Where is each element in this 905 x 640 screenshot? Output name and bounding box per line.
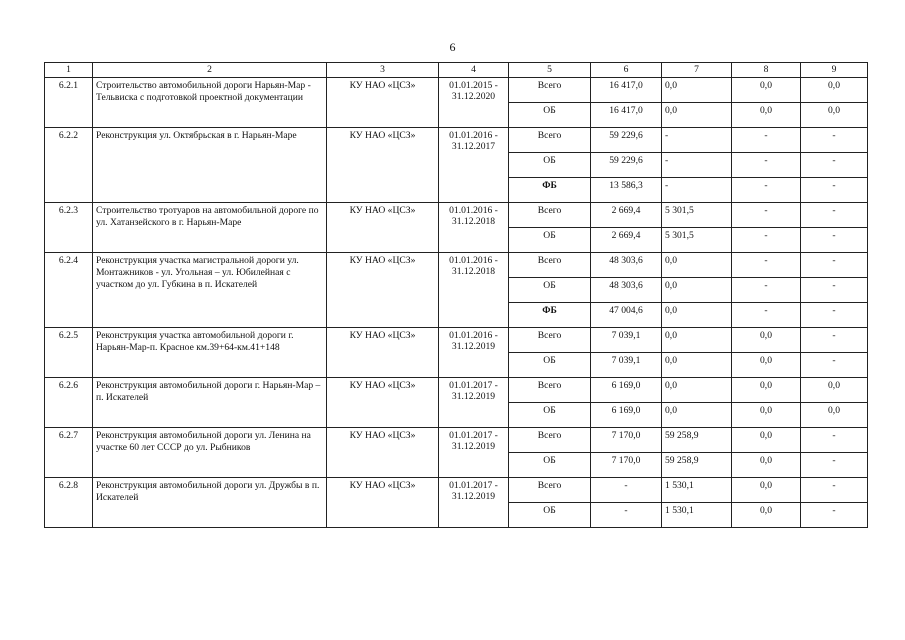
responsible-cell: КУ НАО «ЦСЗ» <box>327 203 439 253</box>
row-number-cell: 6.2.5 <box>45 328 93 378</box>
funding-source-cell: Всего <box>509 128 591 153</box>
table-row <box>45 203 868 228</box>
program-table <box>44 62 868 528</box>
value-cell-9: - <box>801 153 868 178</box>
value-cell-8: 0,0 <box>732 78 801 103</box>
value-cell-7: - <box>662 128 732 153</box>
value-cell-8: 0,0 <box>732 328 801 353</box>
value-cell-6: 2 669,4 <box>591 228 662 253</box>
value-cell-6: 48 303,6 <box>591 278 662 303</box>
value-cell-8: 0,0 <box>732 403 801 428</box>
value-cell-7: 0,0 <box>662 278 732 303</box>
table-row <box>45 128 868 153</box>
measure-name-cell: Реконструкция участка магистральной дороги ул. Монтажников - ул. Угольная – ул. Юбилейная с участком до ул. Губкина в п. Искателей <box>93 253 327 328</box>
column-header: 5 <box>509 63 591 78</box>
responsible-cell: КУ НАО «ЦСЗ» <box>327 478 439 528</box>
value-cell-7: 0,0 <box>662 353 732 378</box>
value-cell-9: - <box>801 328 868 353</box>
term-cell: 01.01.2017 - 31.12.2019 <box>439 428 509 478</box>
responsible-cell: КУ НАО «ЦСЗ» <box>327 128 439 203</box>
row-number-cell: 6.2.8 <box>45 478 93 528</box>
value-cell-6: 6 169,0 <box>591 378 662 403</box>
responsible-cell: КУ НАО «ЦСЗ» <box>327 253 439 328</box>
column-header: 3 <box>327 63 439 78</box>
column-header: 2 <box>93 63 327 78</box>
value-cell-9: - <box>801 178 868 203</box>
value-cell-8: - <box>732 278 801 303</box>
value-cell-8: 0,0 <box>732 378 801 403</box>
table-row <box>45 478 868 503</box>
table-row <box>45 378 868 403</box>
value-cell-6: 59 229,6 <box>591 153 662 178</box>
funding-source-cell: Всего <box>509 78 591 103</box>
row-number-cell: 6.2.3 <box>45 203 93 253</box>
table-row <box>45 253 868 278</box>
funding-source-cell: Всего <box>509 478 591 503</box>
measure-name-cell: Строительство тротуаров на автомобильной дороге по ул. Хатанзейского в г. Нарьян-Маре <box>93 203 327 253</box>
value-cell-9: - <box>801 478 868 503</box>
table-row <box>45 328 868 353</box>
funding-source-cell: ОБ <box>509 153 591 178</box>
term-cell: 01.01.2015 - 31.12.2020 <box>439 78 509 128</box>
value-cell-9: - <box>801 503 868 528</box>
page-number: 6 <box>449 40 456 54</box>
column-header: 4 <box>439 63 509 78</box>
column-header: 7 <box>662 63 732 78</box>
responsible-cell: КУ НАО «ЦСЗ» <box>327 428 439 478</box>
value-cell-7: 0,0 <box>662 253 732 278</box>
value-cell-7: - <box>662 178 732 203</box>
value-cell-6: 47 004,6 <box>591 303 662 328</box>
value-cell-8: - <box>732 253 801 278</box>
value-cell-7: - <box>662 153 732 178</box>
value-cell-6: 2 669,4 <box>591 203 662 228</box>
responsible-cell: КУ НАО «ЦСЗ» <box>327 328 439 378</box>
value-cell-9: - <box>801 128 868 153</box>
measure-name-cell: Реконструкция участка автомобильной дороги г. Нарьян-Мар-п. Красное км.39+64-км.41+148 <box>93 328 327 378</box>
value-cell-8: - <box>732 128 801 153</box>
value-cell-7: 1 530,1 <box>662 503 732 528</box>
table-row <box>45 428 868 453</box>
measure-name-cell: Реконструкция ул. Октябрьская в г. Нарьян-Маре <box>93 128 327 203</box>
value-cell-8: - <box>732 153 801 178</box>
value-cell-9: - <box>801 203 868 228</box>
value-cell-6: - <box>591 478 662 503</box>
value-cell-9: 0,0 <box>801 378 868 403</box>
value-cell-9: - <box>801 453 868 478</box>
funding-source-cell: Всего <box>509 203 591 228</box>
value-cell-7: 0,0 <box>662 103 732 128</box>
funding-source-cell: ОБ <box>509 353 591 378</box>
value-cell-6: 16 417,0 <box>591 78 662 103</box>
value-cell-8: - <box>732 228 801 253</box>
value-cell-7: 5 301,5 <box>662 203 732 228</box>
value-cell-7: 0,0 <box>662 78 732 103</box>
value-cell-6: 48 303,6 <box>591 253 662 278</box>
value-cell-6: - <box>591 503 662 528</box>
measure-name-cell: Реконструкция автомобильной дороги ул. Ленина на участке 60 лет СССР до ул. Рыбников <box>93 428 327 478</box>
funding-source-cell: ОБ <box>509 403 591 428</box>
row-number-cell: 6.2.4 <box>45 253 93 328</box>
term-cell: 01.01.2016 - 31.12.2019 <box>439 328 509 378</box>
table-row <box>45 78 868 103</box>
funding-source-cell: Всего <box>509 328 591 353</box>
term-cell: 01.01.2016 - 31.12.2017 <box>439 128 509 203</box>
value-cell-7: 0,0 <box>662 328 732 353</box>
value-cell-7: 1 530,1 <box>662 478 732 503</box>
value-cell-9: 0,0 <box>801 103 868 128</box>
value-cell-6: 13 586,3 <box>591 178 662 203</box>
value-cell-8: 0,0 <box>732 428 801 453</box>
value-cell-9: - <box>801 228 868 253</box>
measure-name-cell: Реконструкция автомобильной дороги г. Нарьян-Мар – п. Искателей <box>93 378 327 428</box>
responsible-cell: КУ НАО «ЦСЗ» <box>327 78 439 128</box>
value-cell-9: 0,0 <box>801 78 868 103</box>
value-cell-6: 7 039,1 <box>591 353 662 378</box>
term-cell: 01.01.2016 - 31.12.2018 <box>439 203 509 253</box>
row-number-cell: 6.2.7 <box>45 428 93 478</box>
value-cell-6: 6 169,0 <box>591 403 662 428</box>
header-row <box>45 63 868 78</box>
table-body <box>45 78 868 528</box>
term-cell: 01.01.2017 - 31.12.2019 <box>439 378 509 428</box>
value-cell-7: 59 258,9 <box>662 428 732 453</box>
value-cell-9: - <box>801 278 868 303</box>
value-cell-6: 7 170,0 <box>591 428 662 453</box>
value-cell-6: 7 039,1 <box>591 328 662 353</box>
value-cell-7: 0,0 <box>662 303 732 328</box>
funding-source-cell: Всего <box>509 378 591 403</box>
funding-source-cell: Всего <box>509 253 591 278</box>
funding-source-cell: ОБ <box>509 278 591 303</box>
measure-name-cell: Строительство автомобильной дороги Нарьян-Мар - Тельвиска с подготовкой проектной документации <box>93 78 327 128</box>
funding-source-cell: ОБ <box>509 453 591 478</box>
column-header: 8 <box>732 63 801 78</box>
value-cell-8: - <box>732 303 801 328</box>
funding-source-cell: ОБ <box>509 103 591 128</box>
responsible-cell: КУ НАО «ЦСЗ» <box>327 378 439 428</box>
measure-name-cell: Реконструкция автомобильной дороги ул. Дружбы в п. Искателей <box>93 478 327 528</box>
value-cell-8: 0,0 <box>732 103 801 128</box>
value-cell-8: 0,0 <box>732 478 801 503</box>
value-cell-8: - <box>732 203 801 228</box>
column-header: 9 <box>801 63 868 78</box>
column-header: 6 <box>591 63 662 78</box>
value-cell-6: 16 417,0 <box>591 103 662 128</box>
value-cell-7: 0,0 <box>662 403 732 428</box>
row-number-cell: 6.2.6 <box>45 378 93 428</box>
value-cell-8: - <box>732 178 801 203</box>
term-cell: 01.01.2017 - 31.12.2019 <box>439 478 509 528</box>
value-cell-9: - <box>801 353 868 378</box>
funding-source-cell: ОБ <box>509 228 591 253</box>
value-cell-6: 7 170,0 <box>591 453 662 478</box>
row-number-cell: 6.2.2 <box>45 128 93 203</box>
row-number-cell: 6.2.1 <box>45 78 93 128</box>
funding-source-cell: ФБ <box>509 178 591 203</box>
value-cell-8: 0,0 <box>732 353 801 378</box>
term-cell: 01.01.2016 - 31.12.2018 <box>439 253 509 328</box>
funding-source-cell: ОБ <box>509 503 591 528</box>
value-cell-8: 0,0 <box>732 503 801 528</box>
funding-source-cell: ФБ <box>509 303 591 328</box>
value-cell-9: - <box>801 253 868 278</box>
column-header: 1 <box>45 63 93 78</box>
value-cell-9: - <box>801 303 868 328</box>
value-cell-6: 59 229,6 <box>591 128 662 153</box>
value-cell-7: 0,0 <box>662 378 732 403</box>
value-cell-9: 0,0 <box>801 403 868 428</box>
value-cell-7: 5 301,5 <box>662 228 732 253</box>
funding-source-cell: Всего <box>509 428 591 453</box>
value-cell-8: 0,0 <box>732 453 801 478</box>
value-cell-9: - <box>801 428 868 453</box>
value-cell-7: 59 258,9 <box>662 453 732 478</box>
